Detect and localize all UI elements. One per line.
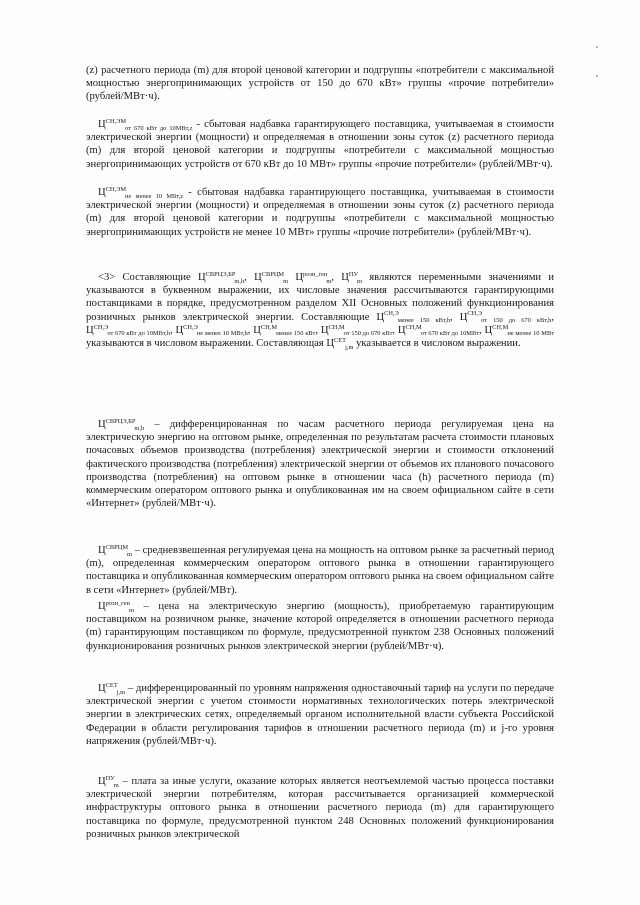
- paragraph-text-run: ,: [450, 311, 460, 323]
- formula-superscript: ПУ: [348, 270, 359, 278]
- formula-superscript: СН,Э: [93, 323, 109, 331]
- formula-symbol: [460, 312, 552, 323]
- paragraph-text-run: ,: [551, 311, 554, 323]
- formula-superscript: СВРЦЭ,БР: [105, 417, 136, 425]
- formula-base: Ц: [175, 324, 184, 336]
- formula-base: Ц: [253, 324, 261, 336]
- formula-superscript: СН,ЭМ: [105, 117, 127, 125]
- formula-subscript: j,m: [116, 688, 126, 696]
- formula-subscript: m: [357, 277, 363, 285]
- formula-base: Ц: [459, 311, 468, 323]
- formula-symbol: [398, 325, 479, 336]
- paragraph-text-run: ,: [315, 324, 321, 336]
- paragraph-definition-rozn-gen: [86, 600, 554, 653]
- paragraph: [86, 775, 554, 841]
- paragraph-text: – дифференцированная по часам расчетного периода регулируемая цена на электрическую энергию на оптовом рынке, определенная по результатам расчета стоимости плановых почасовых объемов производства (потребления) электрической энергии и стоимости отклонений фактического производства (потребления) электрической энергии от объемов их планового почасового производства (потребления) на оптовом рынке в отношении часа (h) расчетного периода (m) коммерческим оператором оптового рынка и опубликованная им на своем официальном сайте в сети «Интернет» (рублей/МВт·ч).: [86, 419, 554, 510]
- formula-subscript: не менее 10 МВт,h: [196, 330, 248, 338]
- paragraph-text-run: указывается в числовом выражении.: [353, 338, 521, 350]
- paragraph-definition-svrce: [86, 418, 554, 510]
- paragraph-text-run: ,: [479, 324, 485, 336]
- paragraph-text-run: ,: [392, 324, 398, 336]
- formula-superscript: СН,Э: [467, 310, 483, 318]
- formula-subscript: от 670 кВт до 10МВт: [420, 330, 480, 338]
- paragraph-definition-set: [86, 682, 554, 748]
- formula-base: Ц: [98, 187, 106, 198]
- formula-superscript: СН,М: [328, 323, 345, 331]
- formula-subscript: менее 150 кВт: [276, 330, 316, 338]
- formula-symbol: [485, 325, 555, 336]
- paragraph-definition-pu: [86, 775, 554, 841]
- formula-base: Ц: [198, 272, 206, 283]
- formula-base: Ц: [326, 338, 334, 350]
- formula-superscript: СН,ЭМ: [105, 185, 127, 193]
- formula-base: Ц: [98, 601, 106, 612]
- formula-subscript: m: [326, 277, 332, 285]
- formula-superscript: СЕТ: [105, 681, 118, 689]
- formula-symbol: [254, 272, 288, 283]
- formula-symbol: [86, 325, 170, 336]
- formula-symbol: [98, 776, 119, 787]
- paragraph: [86, 271, 554, 350]
- formula-symbol: [98, 545, 132, 556]
- formula-subscript: не менее 10 МВт: [507, 330, 554, 338]
- formula-base: Ц: [376, 311, 385, 323]
- formula-symbol: [98, 683, 125, 694]
- formula-subscript: j,m: [345, 343, 354, 351]
- formula-symbol: [253, 325, 315, 336]
- formula-symbol: [175, 325, 247, 336]
- formula-symbol: [341, 272, 362, 283]
- paragraph-text-run: ,: [169, 324, 176, 336]
- formula-base: Ц: [98, 776, 106, 787]
- formula-symbol: [98, 187, 183, 198]
- paragraph-text-run: ,: [247, 324, 254, 336]
- formula-superscript: СВРЦЭ,БР: [205, 270, 236, 278]
- formula-base: Ц: [295, 272, 304, 283]
- formula-symbol: [295, 272, 331, 283]
- scan-speck: [596, 75, 598, 77]
- formula-symbol: [326, 338, 353, 349]
- paragraph-text-run: <3> Составляющие: [98, 272, 198, 283]
- paragraph-text: (z) расчетного периода (m) для второй ценовой категории и подгруппы «потребители с максимальной мощностью энергопринимающих устройств от 150 до 670 кВт» группы «прочие потребители» (рублей/МВт·ч).: [86, 65, 554, 103]
- formula-base: Ц: [341, 272, 349, 283]
- paragraph-definition-10mw: [86, 186, 554, 239]
- formula-subscript: не менее 10 МВт,z: [125, 192, 184, 200]
- formula-symbol: [98, 119, 192, 130]
- paragraph: [86, 600, 554, 653]
- paragraph-continuation: [86, 64, 554, 104]
- formula-subscript: m: [128, 606, 134, 614]
- formula-base: Ц: [98, 419, 106, 430]
- formula-subscript: m,h: [234, 277, 245, 285]
- paragraph: [86, 186, 554, 239]
- formula-symbol: [321, 325, 393, 336]
- formula-superscript: СН,Э: [384, 310, 399, 318]
- formula-base: Ц: [320, 324, 329, 336]
- paragraph: [86, 544, 554, 597]
- formula-superscript: СН,М: [405, 323, 422, 331]
- paragraph-definition-svrcm: [86, 544, 554, 597]
- formula-subscript: m: [113, 781, 119, 789]
- paragraph-text: - сбытовая надбавка гарантирующего поставщика, учитываемая в стоимости электрической энергии (мощности) и определяемая в отношении зоны суток (z) расчетного периода (m) для второй ценовой категории и подгруппы «потребители с максимальной мощностью энергопринимающих устройств от 670 кВт до 10 МВт» группы «прочие потребители» (рублей/МВт·ч).: [86, 119, 554, 170]
- paragraph: [86, 118, 554, 171]
- formula-base: Ц: [98, 683, 106, 694]
- formula-symbol: [377, 312, 451, 323]
- paragraph-text: – плата за иные услуги, оказание которых является неотъемлемой частью процесса поставки электрической энергии потребителям, которая рассчитывается организацией коммерческой инфраструктуры оптового рынка в отношении расчетного периода (m) для гарантирующего поставщика по формуле, предусмотренной пунктом 248 Основных положений функционирования розничных рынков электрической: [86, 776, 554, 840]
- paragraph-text: – цена на электрическую энергию (мощность), приобретаемую гарантирующим поставщиком на розничном рынке, значение которой определяется в отношении расчетного периода (m) гарантирующим поставщиком по формуле, предусмотренной пунктом 238 Основных положений функционирования розничных рынков электрической энергии (рублей/МВт·ч).: [86, 601, 554, 652]
- paragraph-text-run: ,: [331, 272, 342, 283]
- formula-superscript: СЕТ: [334, 336, 347, 344]
- formula-symbol: [198, 272, 244, 283]
- formula-superscript: СВРЦМ: [105, 543, 129, 551]
- paragraph-text-run: являются переменными значениями и указываются в буквенном выражении, их числовые значения рассчитываются гарантирующими поставщиками в порядке, предусмотренном разделом XII Основных положений функционирования розничных рынков электрической энергии. Составляющие: [86, 272, 555, 323]
- formula-subscript: от 670 кВт до 10МВт,h: [107, 330, 170, 338]
- formula-superscript: ПУ: [105, 774, 115, 782]
- scan-speck: [596, 46, 598, 48]
- formula-base: Ц: [397, 324, 406, 336]
- formula-subscript: m: [127, 550, 133, 558]
- formula-superscript: СН,М: [260, 323, 278, 331]
- formula-subscript: от 150 до 670 кВт: [343, 330, 393, 338]
- formula-subscript: менее 150 кВт,h: [397, 317, 450, 325]
- paragraph-definition-670kw-10mw: [86, 118, 554, 171]
- formula-base: Ц: [98, 545, 106, 556]
- paragraph-text-run: ,: [244, 272, 255, 283]
- formula-superscript: розн_ген: [105, 599, 130, 607]
- formula-symbol: [98, 601, 134, 612]
- formula-subscript: m,h: [134, 424, 145, 432]
- paragraph-text: – средневзвешенная регулируемая цена на мощность на оптовом рынке за расчетный период (m), определенная коммерческим оператором оптового рынка в отношении гарантирующего поставщика и опубликованная коммерческим оператором оптового рынка на своем официальном сайте в сети «Интернет» (рублей/МВт).: [86, 545, 554, 596]
- formula-base: Ц: [86, 324, 94, 336]
- paragraph-text: – дифференцированный по уровням напряжения одноставочный тариф на услуги по передаче электрической энергии с учетом стоимости нормативных технологических потерь электрической энергии в электрических сетях, определяемый органом исполнительной власти субъекта Российской Федерации в области регулирования тарифов в отношении расчетного периода (m) и j-го уровня напряжения (рублей/МВт·ч).: [86, 683, 554, 747]
- paragraph-text-run: указываются в числовом выражении. Составляющая: [86, 338, 327, 350]
- formula-superscript: СВРЦМ: [261, 270, 285, 278]
- paragraph-text: - сбытовая надбавка гарантирующего поставщика, учитываемая в стоимости электрической энергии (мощности) и определяемая в отношении зоны суток (z) расчетного периода (m) для второй ценовой категории и подгруппы «потребители с максимальной мощностью энергопринимающих устройств не менее 10 МВт» группы «прочие потребители» (рублей/МВт·ч).: [86, 187, 554, 238]
- formula-subscript: от 150 до 670 кВт,h: [481, 317, 552, 325]
- formula-base: Ц: [484, 324, 493, 336]
- formula-superscript: СН,Э: [183, 323, 198, 331]
- formula-superscript: СН,М: [492, 323, 509, 331]
- formula-base: Ц: [254, 272, 262, 283]
- formula-base: Ц: [98, 119, 106, 130]
- formula-symbol: [98, 419, 144, 430]
- footnote-3-paragraph: [86, 271, 554, 350]
- formula-subscript: от 670 кВт до 10МВт,z: [125, 124, 193, 132]
- formula-subscript: m: [283, 277, 289, 285]
- formula-superscript: розн_ген: [303, 270, 328, 278]
- paragraph: [86, 682, 554, 748]
- paragraph: [86, 418, 554, 510]
